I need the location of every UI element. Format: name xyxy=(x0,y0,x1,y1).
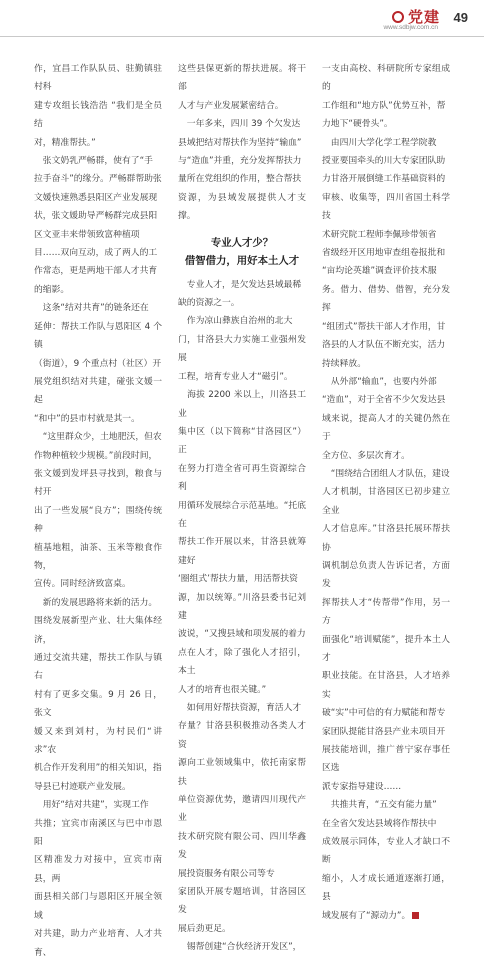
article-column-2 xyxy=(178,60,306,957)
column-2-text-top: 这些县保更新的帮扶进展。将干部 人才与产业发展紧密结合。 一年多来，四川 39 个欠发达 县域把结对帮扶作为坚持“输血” 与“造血”并重，充分发挥帮扶力 量所在党组织的作用，整合帮扶 资源，为县域发展提供人才支撑。 xyxy=(178,64,306,222)
article-end-mark-icon xyxy=(412,912,419,919)
logo-emblem-icon xyxy=(392,11,404,23)
article-body xyxy=(34,60,450,958)
page-header xyxy=(0,0,484,40)
page-number: 49 xyxy=(453,10,468,25)
column-1-text: 作，宜昌工作队队员、驻勤镇驻村科 建专攻组长钱浩浩 “我们是全员结 对，精准帮扶。” 张文奶乳严畅群，使有了“手 拉手奋斗”的缘分。严畅群帮助张 文媛快速熟悉县阳区产业发展现 状，张文媛助导严畅群完成县阳 区文亚丰来带领致富种植项 目……双向互动，成了两人的工 作常态，更是两地干部人才共育 的缩影。 这条“结对共育”的链条还在 延伸：帮扶工作队与恩阳区 4 个镇 （街道），9 个重点村（社区）开 展党组织结对共建，碰张文媛一起 “和中”的县市村就是其一。 “这里群众少，土地肥沃，但农 作物种植较少规模。”前段时间， 张文媛到发坪县寻找到，粮食与村开 出了一些发展“良方”；围绕传统种 植基地粗，油茶、玉米等粮食作物， 宣传。同时经济致富桌。 新的发展思路将来新的活力。 围绕发展新型产业、壮大集体经济， 通过交流共建，帮扶工作队与镇右 村有了更多交集。9 月 26 日，张文 媛又来到刘村，为村民们“讲求”农 机合作开发利用”的相关知识，指 导县已村迹联产业发展。 用好“结对共建”，实现工作 共推；宜宾市南溪区与巴中市恩阳 区精准发力对接中，宣宾市南县，两 面县相关部门与恩阳区开展全领域 对共建，助力产业培育、人才共育、 xyxy=(34,64,162,958)
site-url: www.sdbjw.com.cn xyxy=(383,24,438,31)
section-heading-line-2: 借智借力，用好本土人才 xyxy=(184,254,300,267)
column-3-text xyxy=(322,60,450,925)
article-column-3 xyxy=(322,60,450,925)
section-heading-line-1: 专业人才少？ xyxy=(210,236,274,249)
section-heading xyxy=(178,234,306,270)
column-3-text-body: 一支由高校、科研院所专家组成的 工作组和“地方队”优势互补，帮 力地下“硬骨头”。 由四川大学化学工程学院教 授亚要国牵头的川大专家团队助 力甘洛开展倒缝工作基础资料的 审核、收集等，四川省国土科学技 术研究院工程师李佩珍带领省 省级经开区用地审查组卷报批和 “亩均论英雄”调查评价技术服 务。借力、借势、借智，充分发挥 “组团式”帮扶干部人才作用，甘 洛县的人才队伍不断充实，活力 持续释放。 从外部“输血”，也要内外部 “造血”，对于全省不少欠发达县 域来说，提高人才的关键仍然在于 全方位、多层次育才。 “围绕结合团组人才队伍，建设 人才机制，甘洛园区已初步建立全业 人才信息库。”甘洛县托展环帮扶协 调机制总负责人告诉记者，方面发 挥帮扶人才“传帮带”作用，另一方 面强化“培训赋能”，提升本土人才 职业技能。在甘洛县，人才培养实 破“实”中可信的有力赋能和帮专 家团队提能甘洛县产业未项目开 展技能培训，推广普宁家存事任区选 派专家指导建设…… 共推共育，“五交有能力量” 在全省欠发达县域将作帮扶中 成效展示同体，专业人才缺口不断 缩小，人才成长通道逐渐打通，县 域发展有了“源动力”。 xyxy=(322,64,450,921)
column-2-text-bottom: 专业人才，是欠发达县域最稀 缺的资源之一。 作为凉山彝族自治州的北大 门，甘洛县大力实施工业强州发展 工程，培育专业人才“磁引”。 海拔 2200 米以上，川洛县工业 集中区（以下简称“甘洛园区”）正 在努力打造全省可再生资源综合利 用循环发展综合示范基地。“托底在 帮扶工作开展以来，甘洛县就筹建好 ‘圈组式’帮扶力量，用活帮扶资 源，加以统筹。”川洛县委书记刘建 波说，“又搜县域和项发展的着力 点在人才，除了强化人才招引，本土 人才的培育也很关键。” 如何用好帮扶资源，育活人才 存量？甘洛县积极推动各类人才资 源向工业领域集中，依托南家帮扶 单位资源优势，邀请四川现代产业 技术研究院有限公司、四川华鑫发 展投资服务有限公司等专 家团队开展专题培训，甘洛园区发 展后劲更足。 锡帮创建“合伙经济开发区”， xyxy=(178,279,306,953)
header-divider xyxy=(0,36,484,37)
article-column-1 xyxy=(34,60,162,962)
logo-text: 党建 xyxy=(407,8,440,26)
